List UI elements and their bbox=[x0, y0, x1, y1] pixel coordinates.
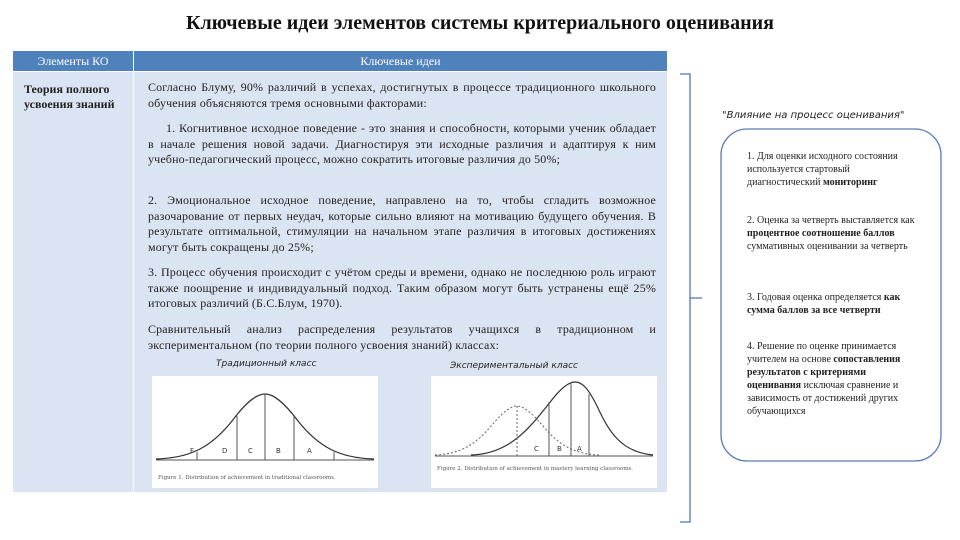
sidebar-item-3: 3. Годовая оценка определяется как сумма баллов за все четверти bbox=[747, 292, 901, 316]
grade-label: D bbox=[222, 447, 228, 455]
sidebar-item-1: 1. Для оценки исходного состояния используется стартовый диагностический мониторинг bbox=[747, 151, 898, 188]
grade-label: B bbox=[557, 445, 562, 453]
figure-1-footnote: Figure 1. Distribution of achievement in traditional classrooms. bbox=[158, 475, 336, 481]
header-key-ideas: Ключевые идеи bbox=[134, 51, 667, 71]
factor-3-paragraph: 3. Процесс обучения происходит с учётом среды и времени, однако не последнюю роль играют также поощрение и индивидуальный подход. Таким образом могут быть устранены ещё 25% итоговых различий (Б.С.Блум, 1970). bbox=[148, 265, 656, 311]
grade-label: B bbox=[276, 447, 281, 455]
caption-experimental: Экспериментальный класс bbox=[450, 361, 578, 371]
header-elements: Элементы КО bbox=[13, 51, 133, 71]
page-title: Ключевые идеи элементов системы критериального оценивания bbox=[186, 12, 774, 34]
element-cell bbox=[13, 72, 133, 492]
figure-2-footnote: Figure 2. Distribution of achievement in mastery learning classrooms. bbox=[437, 466, 633, 472]
sidebar-heading: "Влияние на процесс оценивания" bbox=[722, 110, 905, 121]
bracket-connector bbox=[676, 72, 706, 526]
grade-label: A bbox=[307, 447, 312, 455]
comparison-paragraph: Сравнительный анализ распределения результатов учащихся в традиционном и экспериментальном (по теории полного усвоения знаний) классах: bbox=[148, 322, 656, 352]
ideas-table bbox=[13, 51, 667, 492]
caption-traditional: Традиционный класс bbox=[216, 359, 317, 369]
experimental-distribution-figure bbox=[431, 376, 657, 488]
intro-paragraph: Согласно Блуму, 90% различий в успехах, достигнутых в процессе традиционного школьного обучения объясняются тремя основными факторами: bbox=[148, 80, 656, 110]
sidebar-item-4: 4. Решение по оценке принимается учителем на основе сопоставления результатов с критериями оценивания исключая сравнение и зависимость от достижений других обучающихся bbox=[747, 341, 901, 417]
grade-label: C bbox=[248, 447, 253, 455]
traditional-distribution-figure bbox=[152, 376, 378, 488]
grade-label: C bbox=[534, 445, 539, 453]
element-name: Теория полного усвоения знаний bbox=[24, 82, 115, 111]
grade-label: F bbox=[190, 447, 195, 455]
factor-2-paragraph: 2. Эмоциональное исходное поведение, направлено на то, чтобы сгладить возможное разочарование от первых неудач, которые сильно влияют на мотивацию будущего обучения. В результате оптимальной, стимуляции на начальном этапе различия в итоговых достижениях могут быть сокращены до 25%; bbox=[148, 193, 656, 254]
sidebar-item-2: 2. Оценка за четверть выставляется как процентное соотношение баллов суммативных оценивании за четверть bbox=[747, 215, 915, 252]
ideas-cell bbox=[134, 72, 667, 492]
grade-label: A bbox=[577, 445, 582, 453]
factor-1-paragraph: 1. Когнитивное исходное поведение - это знания и способности, которыми ученик обладает в начале решения новой задачи. Диагностируя эти исходные различия и адаптируя к ним учебно-педагогический процесс, можно сократить итоговые различия до 50%; bbox=[148, 121, 656, 167]
